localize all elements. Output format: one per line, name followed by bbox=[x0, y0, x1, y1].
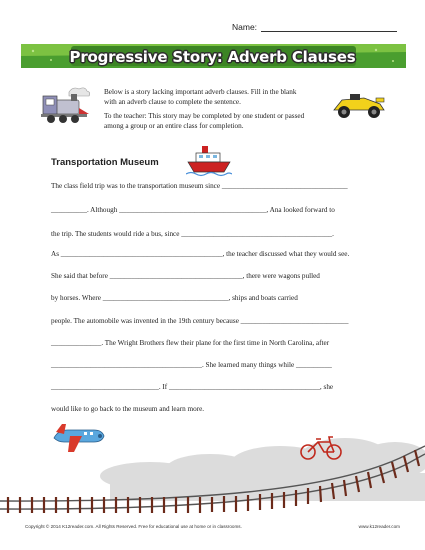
footer bbox=[25, 524, 400, 529]
page-title: Progressive Story: Adverb Clauses bbox=[69, 48, 356, 66]
story-line[interactable]: She said that before _____________________________________, there were wagons pulled bbox=[51, 272, 320, 280]
story-line[interactable]: ______________. The Wright Brothers flew their plane for the first time in North Carolina, after bbox=[51, 339, 330, 347]
story-line[interactable]: __________. Although _________________________________________, Ana looked forward to bbox=[51, 206, 335, 214]
site-link[interactable]: www.k12reader.com bbox=[358, 524, 400, 529]
ship-illustration bbox=[186, 144, 232, 178]
name-field[interactable] bbox=[232, 22, 397, 32]
story-line: would like to go back to the museum and learn more. bbox=[51, 405, 205, 413]
instructions-paragraph: Below is a story lacking important adverb clauses. Fill in the blank with an adverb clause to complete the sentence. bbox=[104, 88, 297, 106]
story-line[interactable]: people. The automobile was invented in the 19th century because ______________________________ bbox=[51, 317, 349, 325]
story-title: Transportation Museum bbox=[51, 157, 159, 168]
name-label: Name: bbox=[232, 22, 258, 32]
bottom-scenery bbox=[0, 418, 425, 523]
copyright-text: Copyright © 2014 K12reader.com. All Rights Reserved. Free for educational use at home or in classrooms. bbox=[25, 524, 242, 529]
story-line[interactable]: the trip. The students would ride a bus, since __________________________________________. bbox=[51, 230, 334, 238]
story-line[interactable]: ______________________________. If __________________________________________, she bbox=[51, 383, 334, 391]
story-line[interactable]: by horses. Where ___________________________________, ships and boats carried bbox=[51, 294, 298, 302]
train-illustration bbox=[39, 86, 97, 126]
story-line[interactable]: The class field trip was to the transportation museum since ___________________________________ bbox=[51, 182, 348, 190]
airplane-icon bbox=[54, 424, 104, 452]
name-blank[interactable] bbox=[261, 23, 397, 32]
story-line[interactable]: As _____________________________________________, the teacher discussed what they would see. bbox=[51, 250, 350, 258]
instructions bbox=[104, 88, 309, 136]
story-line[interactable]: __________________________________________. She learned many things while __________ bbox=[51, 361, 332, 369]
teacher-note: To the teacher: This story may be completed by one student or passed among a group or an entire class for completion. bbox=[104, 112, 305, 130]
cloud-band bbox=[100, 438, 425, 501]
race-car-illustration bbox=[330, 88, 388, 122]
